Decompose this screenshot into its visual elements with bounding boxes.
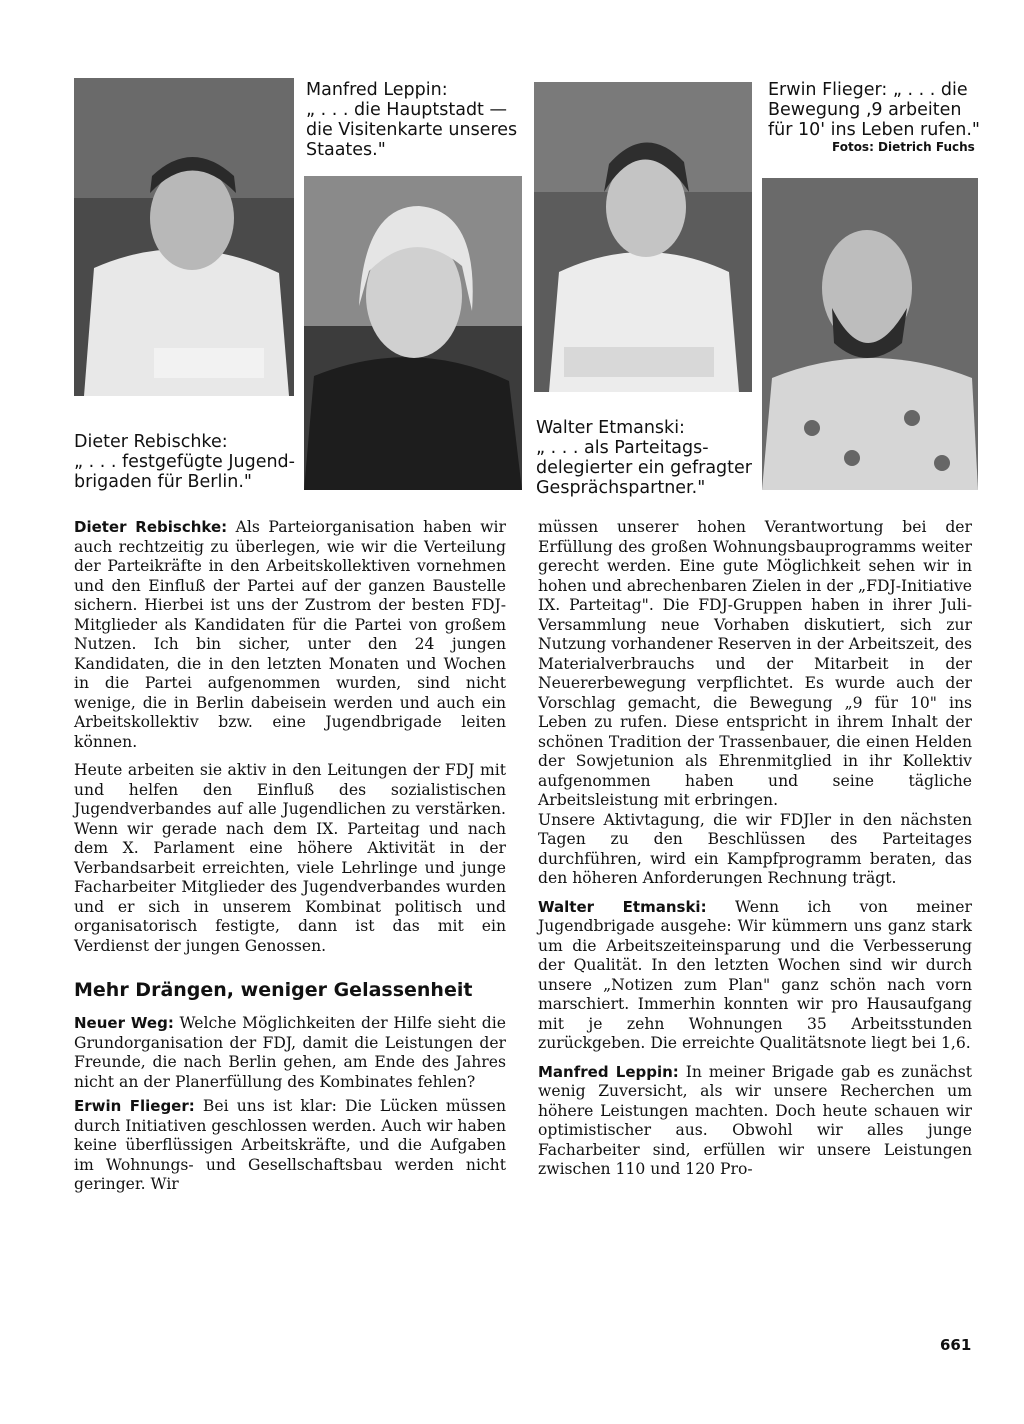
caption-quote-line: brigaden für Berlin." <box>74 472 252 492</box>
speaker-name: Dieter Rebischke: <box>74 518 228 536</box>
caption-quote-line: für 10' ins Leben rufen." <box>768 120 980 140</box>
right-text-column <box>538 518 972 1180</box>
paragraph <box>538 898 972 1054</box>
caption-dieter-rebischke <box>74 432 295 492</box>
caption-name: Dieter Rebischke: <box>74 432 228 452</box>
speaker-name: Neuer Weg: <box>74 1014 174 1032</box>
paragraph <box>74 761 506 956</box>
paragraph-text: Unsere Aktivtagung, die wir FDJler in den nächsten Tagen zu den Beschlüssen des Parteitages durchführen, wird ein Kampfprogramm beraten, das den höheren Anforderungen Rechnung trägt. <box>538 810 972 887</box>
caption-name: Walter Etmanski: <box>536 418 685 438</box>
caption-quote-line: „ . . . die Hauptstadt — <box>306 100 507 120</box>
caption-quote-line: Gesprächspartner." <box>536 478 706 498</box>
speaker-name: Manfred Leppin: <box>538 1062 679 1081</box>
paragraph-text: Wenn ich von meiner Jugendbrigade ausgehe: Wir kümmern uns ganz stark um die Arbeitszeiteinsparung und die Verbesserung der Qualität. In den letzten Wochen sind wir durch unsere „Notizen zum Plan" ganz schön nach vorn marschiert. Immerhin konnten wir pro Hausaufgang mit je zehn Wohnungen 35 Arbeitsstunden zurückgeben. Die erreichte Qualitätsnote liegt bei 1,6. <box>538 897 972 1052</box>
photo-manfred-leppin <box>304 176 522 490</box>
paragraph-text: In meiner Brigade gab es zunächst wenig Zuversicht, als wir unsere Recherchen um höhere Leistungen machten. Doch heute schauen wir optimistischer aus. Obwohl wir alles junge Facharbeiter sind, erfüllen wir unsere Leistungen zwischen 110 und 120 Pro- <box>538 1062 972 1178</box>
paragraph-text: Als Parteiorganisation haben wir auch rechtzeitig zu überlegen, wie wir die Verteilung der Parteikräfte in den Arbeitskollektiven vornehmen und den Einfluß der Partei auf der ganzen Baustelle sichern. Hierbei ist uns der Zustrom der besten FDJ-Mitglieder als Kandidaten für die Partei von großem Nutzen. Ich bin sicher, unter den 24 jungen Kandidaten, die in den letzten Monaten und Wochen in die Partei aufgenommen wurden, sind nicht wenige, die in Berlin dabeisein werden und auch ein Arbeitskollektiv bzw. eine Jugendbrigade leiten können. <box>74 518 506 751</box>
caption-name: Manfred Leppin: <box>306 80 448 100</box>
speaker-name: Walter Etmanski: <box>538 897 707 916</box>
paragraph <box>74 1097 506 1195</box>
caption-quote-line: „ . . . als Parteitags- <box>536 438 709 458</box>
photo-credit: Fotos: Dietrich Fuchs <box>832 140 975 154</box>
left-text-column <box>74 518 506 1195</box>
page-number: 661 <box>940 1336 972 1354</box>
caption-manfred-leppin <box>306 80 517 160</box>
paragraph <box>74 1014 506 1092</box>
paragraph-text: Heute arbeiten sie aktiv in den Leitungen der FDJ mit und helfen den Einfluß des sozialistischen Jugendverbandes auf alle Jugendlichen zu verstärken. Wenn wir gerade nach dem IX. Parteitag und nach dem X. Parlament eine höhere Aktivität in der Verbandsarbeit erreichten, viele Lehrlinge und junge Facharbeiter Mitglieder des Jugendverbandes wurden und er sich in unserem Kombinat politisch und organisatorisch festigte, dann ist das mit ein Verdienst der jungen Genossen. <box>74 761 506 955</box>
caption-erwin-flieger <box>768 80 980 140</box>
photo-walter-etmanski <box>534 82 752 392</box>
caption-name: Erwin Flieger: „ . . . die <box>768 80 968 100</box>
paragraph <box>538 811 972 889</box>
photo-erwin-flieger <box>762 178 978 490</box>
paragraph-text: müssen unserer hohen Verantwortung bei der Erfüllung des großen Wohnungsbauprogramms weiter gerecht werden. Eine gute Möglichkeit sehen wir in hohen und abrechenbaren Zielen in der „FDJ-Initiative IX. Parteitag". Die FDJ-Gruppen haben in ihrer Juli-Versammlung neue Vorhaben diskutiert, sich zur Nutzung vorhandener Reserven in der Arbeitszeit, des Materialverbrauchs und der Mitarbeit in der Neuererbewegung verpflichtet. Es wurde auch der Vorschlag gemacht, die Bewegung „9 für 10" ins Leben zu rufen. Diese entspricht in ihrem Inhalt der schönen Tradition der Trassenbauer, die einen Helden der Sowjetunion als Ehrenmitglied in ihr Kollektiv aufgenommen haben und seine tägliche Arbeitsleistung mit erbringen. <box>538 518 972 809</box>
caption-quote-line: delegierter ein gefragter <box>536 458 752 478</box>
paragraph-text: Welche Möglichkeiten der Hilfe sieht die Grundorganisation der FDJ, damit die Leistungen der Freunde, die nach Berlin gehen, am Ende des Jahres nicht an der Planerfüllung des Kombinates fehlen? <box>74 1014 506 1091</box>
caption-quote-line: Staates." <box>306 140 386 160</box>
paragraph-text: Bei uns ist klar: Die Lücken müssen durch Initiativen geschlossen werden. Auch wir haben keine überflüssigen Arbeitskräfte, und die Aufgaben im Wohnungs- und Gesellschaftsbau werden nicht geringer. Wir <box>74 1097 506 1193</box>
paragraph <box>538 518 972 811</box>
speaker-name: Erwin Flieger: <box>74 1097 195 1115</box>
caption-quote-line: die Visitenkarte unseres <box>306 120 518 140</box>
section-heading: Mehr Drängen, weniger Gelassenheit <box>74 979 473 1001</box>
caption-quote-line: „ . . . festgefügte Jugend- <box>74 452 295 472</box>
caption-walter-etmanski <box>536 418 752 498</box>
paragraph <box>74 518 506 752</box>
caption-quote-line: Bewegung ‚9 arbeiten <box>768 100 962 120</box>
paragraph <box>538 1063 972 1180</box>
photo-dieter-rebischke <box>74 78 294 396</box>
